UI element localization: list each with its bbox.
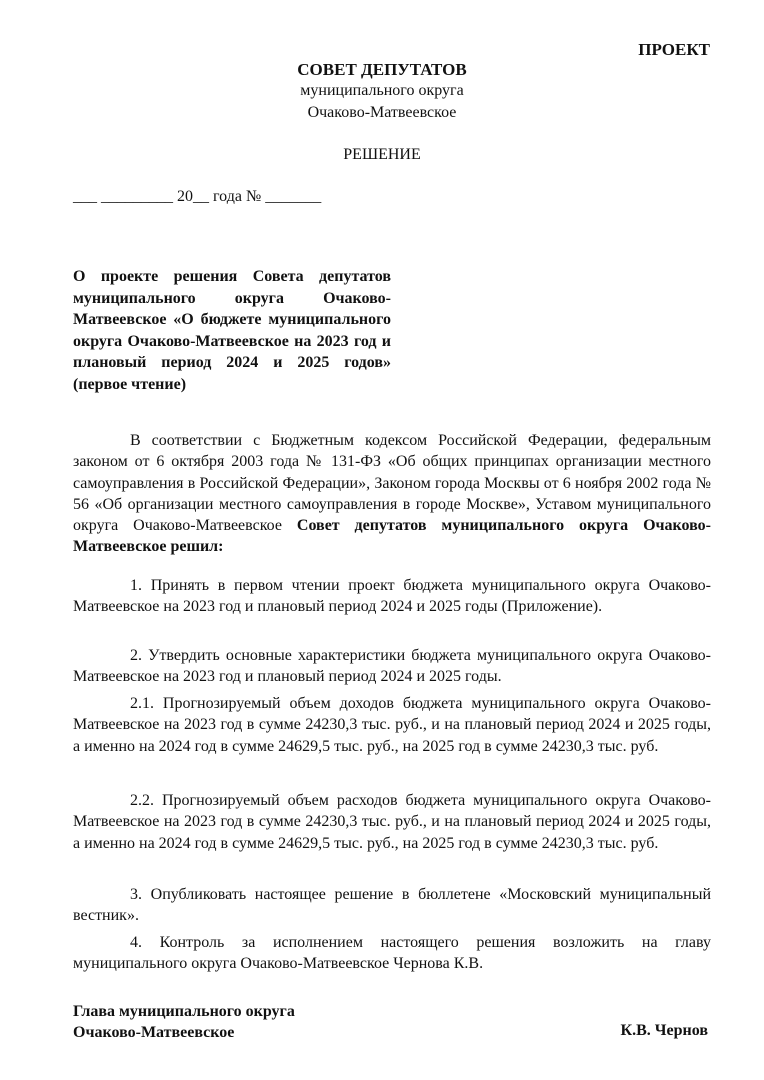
item-2-2: 2.2. Прогнозируемый объем расходов бюджета муниципального округа Очаково-Матвеевское на 2023 год в сумме 24230,3 тыс. руб., и на плановый период 2024 и 2025 годы, а именно на 2024 год в сумме 24629,5 тыс. руб., на 2025 год в сумме 24230,3 тыс. руб. — [73, 792, 711, 852]
signatory-title — [73, 1001, 295, 1043]
district-line-2: Очаково-Матвеевское — [307, 104, 457, 121]
draft-stamp: ПРОЕКТ — [638, 40, 710, 59]
item-2-1: 2.1. Прогнозируемый объем доходов бюджета муниципального округа Очаково-Матвеевское на 2023 год в сумме 24230,3 тыс. руб., и на плановый период 2024 и 2025 годы, а именно на 2024 год в сумме 24629,5 тыс. руб., на 2025 год в сумме 24230,3 тыс. руб. — [73, 695, 711, 755]
signatory-title-line-2: Очаково-Матвеевское — [73, 1024, 235, 1041]
date-number-line: ___ _________ 20__ года № _______ — [73, 188, 322, 205]
item-1: 1. Принять в первом чтении проект бюджета муниципального округа Очаково-Матвеевское на 2023 год и плановый период 2024 и 2025 годы (Приложение). — [73, 577, 711, 616]
item-2: 2. Утвердить основные характеристики бюджета муниципального округа Очаково-Матвеевское на 2023 год и плановый период 2024 и 2025 годы. — [73, 647, 711, 686]
document-type: РЕШЕНИЕ — [343, 146, 421, 163]
signatory-title-line-1: Глава муниципального округа — [73, 1003, 295, 1020]
item-3: 3. Опубликовать настоящее решение в бюллетене «Московский муниципальный вестник». — [73, 886, 711, 925]
preamble-paragraph — [73, 430, 711, 558]
decision-subject: О проекте решения Совета депутатов муниципального округа Очаково-Матвеевское «О бюджете муниципального округа Очаково-Матвеевское на 2023 год и плановый период 2024 и 2025 годов» (первое чтение) — [73, 268, 391, 393]
council-title: СОВЕТ ДЕПУТАТОВ — [297, 60, 467, 79]
preamble-text: В соответствии с Бюджетным кодексом Российской Федерации, федеральным законом от 6 октября 2003 года № 131-ФЗ «Об общих принципах организации местного самоуправления в Российской Федерации», Законом города Москвы от 6 ноября 2002 года № 56 «Об организации местного самоуправления в городе Москве», Уставом муниципального округа Очаково-Матвеевское — [73, 432, 711, 535]
district-line-1: муниципального округа — [300, 82, 464, 99]
item-4: 4. Контроль за исполнением настоящего решения возложить на главу муниципального округа Очаково-Матвеевское Чернова К.В. — [73, 934, 711, 973]
preamble-resolution: Совет депутатов муниципального округа Очаково-Матвеевское решил: — [73, 517, 712, 556]
signatory-name: К.В. Чернов — [620, 1022, 708, 1039]
